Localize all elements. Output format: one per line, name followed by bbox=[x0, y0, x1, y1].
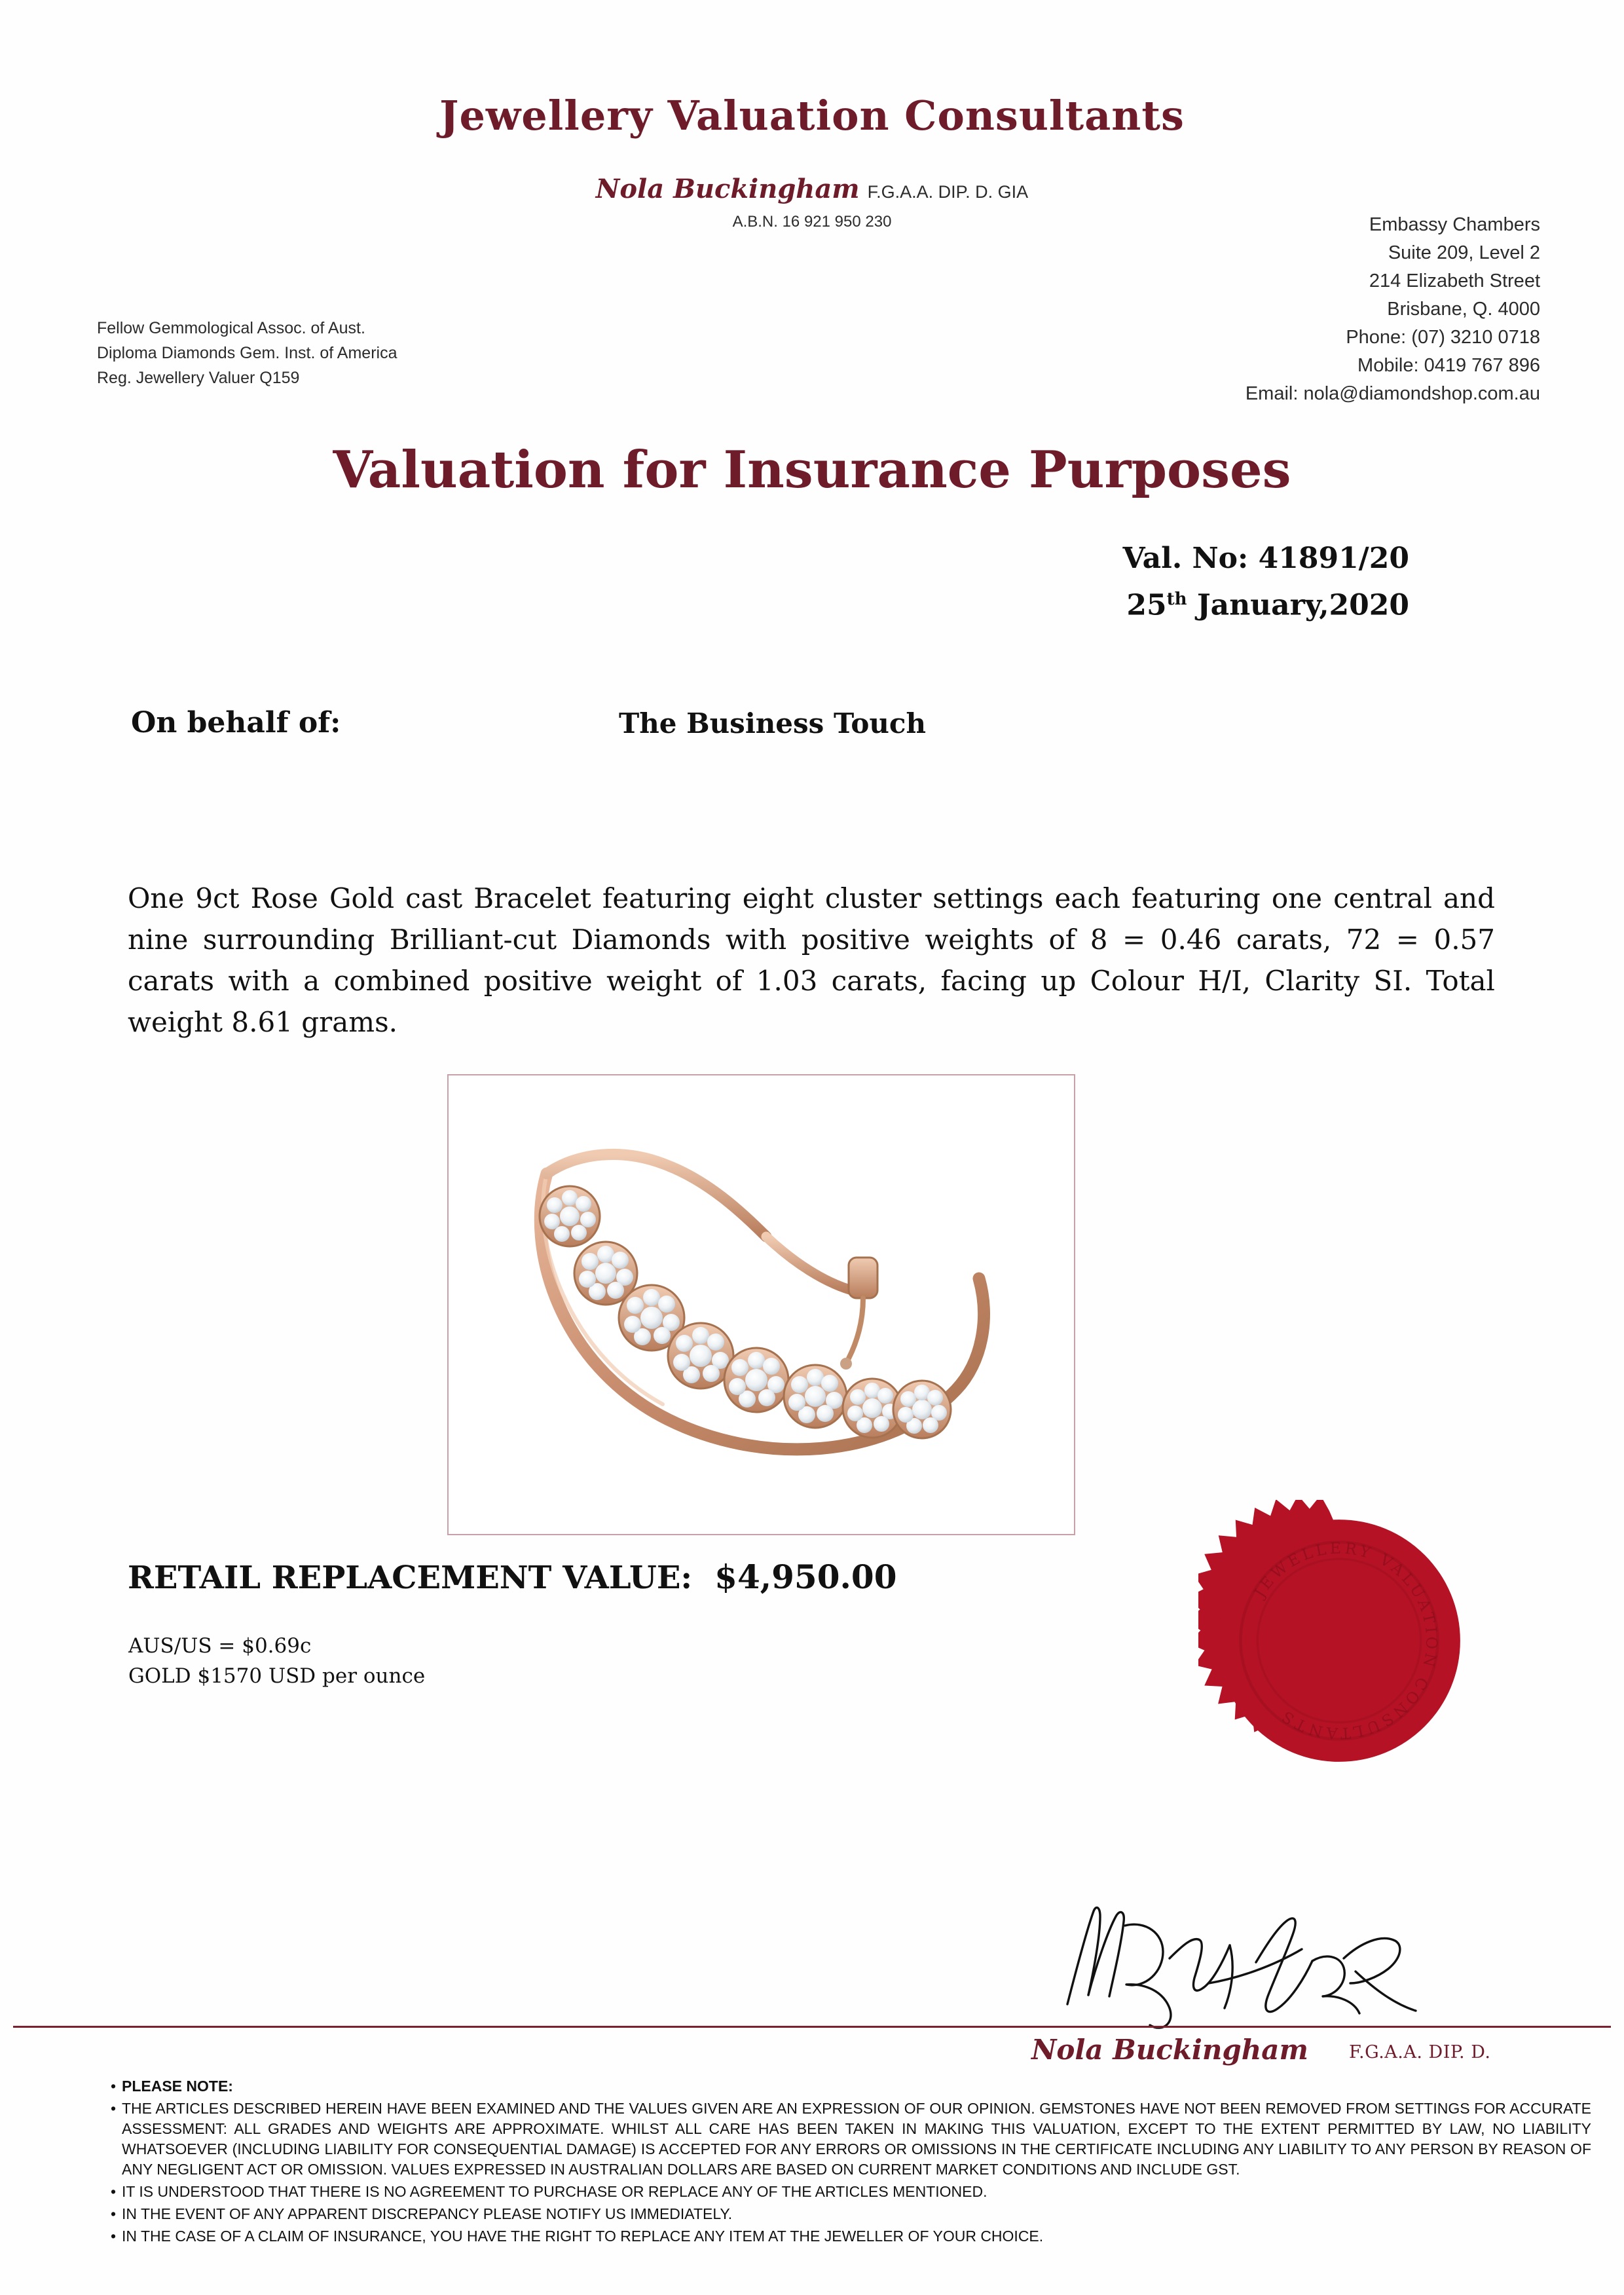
bullet-icon: • bbox=[110, 2078, 117, 2095]
bracelet-illustration bbox=[485, 1102, 1022, 1495]
gold-rate: GOLD $1570 USD per ounce bbox=[128, 1664, 426, 1688]
rates-block bbox=[128, 1631, 425, 1691]
bullet-icon: • bbox=[110, 2183, 117, 2200]
note-row bbox=[105, 2204, 1591, 2224]
handwritten-signature bbox=[1048, 1880, 1454, 2050]
note-heading: PLEASE NOTE: bbox=[122, 2078, 233, 2095]
date-rest: January,2020 bbox=[1187, 588, 1409, 622]
valuer-qualifications: F.G.A.A. DIP. D. GIA bbox=[867, 182, 1029, 202]
credential-line: Diploma Diamonds Gem. Inst. of America bbox=[97, 344, 397, 362]
item-photo bbox=[449, 1075, 1074, 1534]
valuation-date-line bbox=[1123, 579, 1410, 626]
address-block bbox=[1246, 211, 1540, 408]
on-behalf-value: The Business Touch bbox=[619, 707, 927, 739]
abn-number: A.B.N. 16 921 950 230 bbox=[732, 213, 892, 231]
note-row bbox=[105, 2182, 1591, 2202]
valuer-name: Nola Buckingham bbox=[595, 174, 860, 204]
phone-line: Phone: (07) 3210 0718 bbox=[1346, 327, 1540, 348]
exchange-rate: AUS/US = $0.69c bbox=[128, 1634, 312, 1658]
signature-divider bbox=[13, 2026, 1611, 2028]
bullet-icon: • bbox=[110, 2100, 117, 2117]
valuer-line bbox=[0, 174, 1624, 204]
page-title: Valuation for Insurance Purposes bbox=[333, 440, 1291, 500]
email-line: Email: nola@diamondshop.com.au bbox=[1245, 383, 1540, 404]
bullet-icon: • bbox=[110, 2228, 117, 2245]
signature-qualifications: F.G.A.A. DIP. D. bbox=[1349, 2042, 1491, 2062]
credential-line: Fellow Gemmological Assoc. of Aust. bbox=[97, 319, 365, 337]
valuation-number-label: Val. No: bbox=[1122, 542, 1249, 575]
credential-line: Reg. Jewellery Valuer Q159 bbox=[97, 369, 300, 387]
note-row bbox=[105, 2099, 1591, 2180]
valuation-number-line bbox=[1123, 538, 1410, 579]
note-heading-row bbox=[105, 2076, 1591, 2097]
valuation-number-value: 41891/20 bbox=[1258, 542, 1409, 575]
on-behalf-label: On behalf of: bbox=[131, 706, 341, 739]
note-text: IN THE EVENT OF ANY APPARENT DISCREPANCY PLEASE NOTIFY US IMMEDIATELY. bbox=[122, 2205, 733, 2222]
mobile-line: Mobile: 0419 767 896 bbox=[1357, 355, 1540, 376]
value-amount: $4,950.00 bbox=[714, 1558, 897, 1596]
svg-text:JEWELLERY VALUATION CONSULTANT: JEWELLERY VALUATION CONSULTANTS bbox=[1250, 1539, 1441, 1743]
address-line: Embassy Chambers bbox=[1369, 214, 1540, 235]
value-label: RETAIL REPLACEMENT VALUE: bbox=[128, 1559, 693, 1596]
firm-name: Jewellery Valuation Consultants bbox=[439, 92, 1185, 140]
wax-seal-icon bbox=[1198, 1500, 1480, 1782]
address-line: Brisbane, Q. 4000 bbox=[1387, 299, 1540, 320]
item-description: One 9ct Rose Gold cast Bracelet featuring eight cluster settings each featuring one central and nine surrounding Brilliant-cut Diamonds with positive weights of 8 = 0.46 carats, 72 = 0.57 carats with a combined positive weight of 1.03 carats, facing up Colour H/I, Clarity SI. Total weight 8.61 grams. bbox=[128, 882, 1495, 1038]
note-text: IN THE CASE OF A CLAIM OF INSURANCE, YOU HAVE THE RIGHT TO REPLACE ANY ITEM AT THE JEWELLER OF YOUR CHOICE. bbox=[122, 2228, 1044, 2245]
footer-notes bbox=[105, 2076, 1591, 2248]
date-day: 25 bbox=[1126, 588, 1167, 622]
signature-name: Nola Buckingham bbox=[1031, 2034, 1308, 2066]
note-text: THE ARTICLES DESCRIBED HEREIN HAVE BEEN EXAMINED AND THE VALUES GIVEN ARE AN EXPRESSION OF OUR OPINION. GEMSTONES HAVE NOT BEEN REMOVED FROM SETTINGS FOR ACCURATE ASSESSMENT: ALL GRADES AND WEIGHTS ARE APPROXIMATE. WHILST ALL CARE HAS BEEN TAKEN IN MAKING THIS VALUATION, EXCEPT TO THE EXTENT PERMITTED BY LAW, NO LIABILITY WHATSOEVER (INCLUDING LIABILITY FOR CONSEQUENTIAL DAMAGE) IS ACCEPTED FOR ANY ERRORS OR OMISSIONS IN THE CERTIFICATE INCLUDING ANY LIABILITY TO ANY PERSON BY REASON OF ANY NEGLIGENT ACT OR OMISSION. VALUES EXPRESSED IN AUSTRALIAN DOLLARS ARE BASED ON CURRENT MARKET CONDITIONS AND INCLUDE GST. bbox=[122, 2100, 1591, 2178]
note-text: IT IS UNDERSTOOD THAT THERE IS NO AGREEMENT TO PURCHASE OR REPLACE ANY OF THE ARTICLES MENTIONED. bbox=[122, 2183, 987, 2200]
note-row bbox=[105, 2226, 1591, 2247]
valuation-number-block bbox=[1123, 538, 1410, 626]
date-suffix: th bbox=[1166, 589, 1187, 609]
item-photo-frame bbox=[447, 1074, 1075, 1535]
address-line: Suite 209, Level 2 bbox=[1388, 242, 1540, 263]
credentials-block bbox=[97, 316, 397, 390]
bullet-icon: • bbox=[110, 2205, 117, 2222]
retail-replacement-value bbox=[128, 1558, 897, 1596]
address-line: 214 Elizabeth Street bbox=[1369, 271, 1540, 291]
